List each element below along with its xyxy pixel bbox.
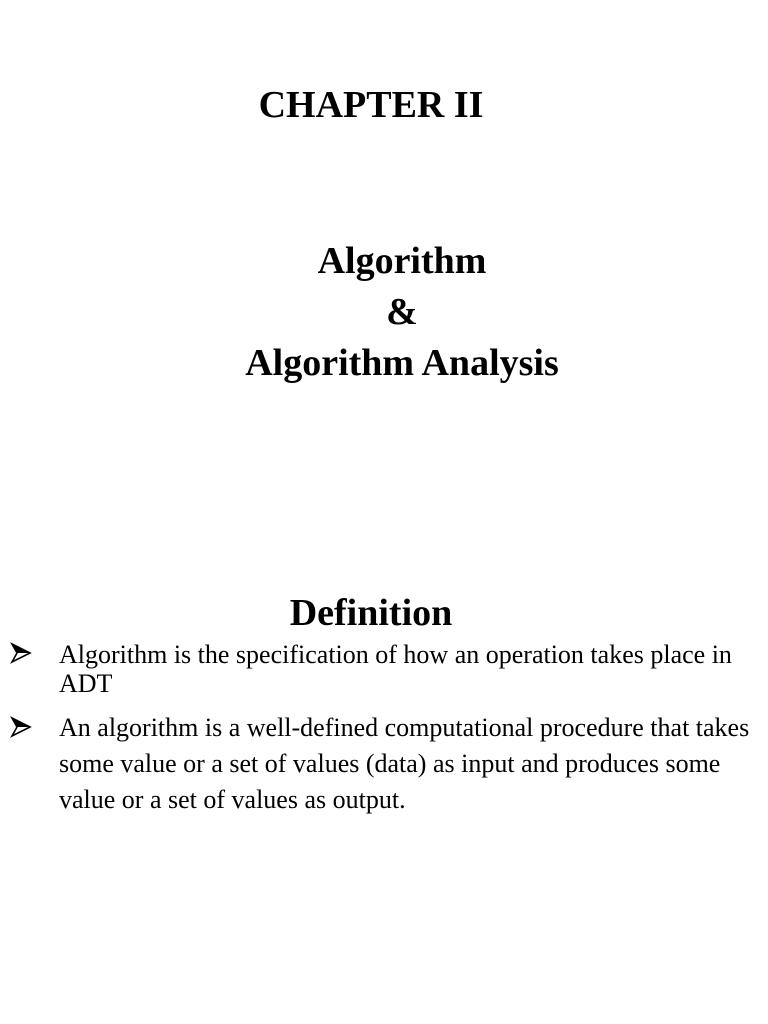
- chapter-heading: CHAPTER II: [258, 84, 484, 126]
- arrowhead-bullet-icon: [10, 642, 32, 664]
- title-line-3: Algorithm Analysis: [245, 342, 559, 384]
- arrowhead-bullet-icon: [10, 716, 32, 738]
- list-item: [0, 710, 768, 818]
- title-line-2: &: [386, 291, 418, 333]
- list-item: [0, 640, 768, 698]
- list-item-text: An algorithm is a well-defined computational procedure that takes some value or a set of values (data) as input and produces some value or a set of values as output.: [59, 713, 750, 814]
- section-heading-definition: Definition: [289, 592, 453, 634]
- list-item-text: Algorithm is the specification of how an operation takes place in ADT: [59, 640, 732, 698]
- definition-list: [0, 640, 768, 818]
- title-line-1: Algorithm: [317, 240, 487, 282]
- document-title: [0, 236, 768, 389]
